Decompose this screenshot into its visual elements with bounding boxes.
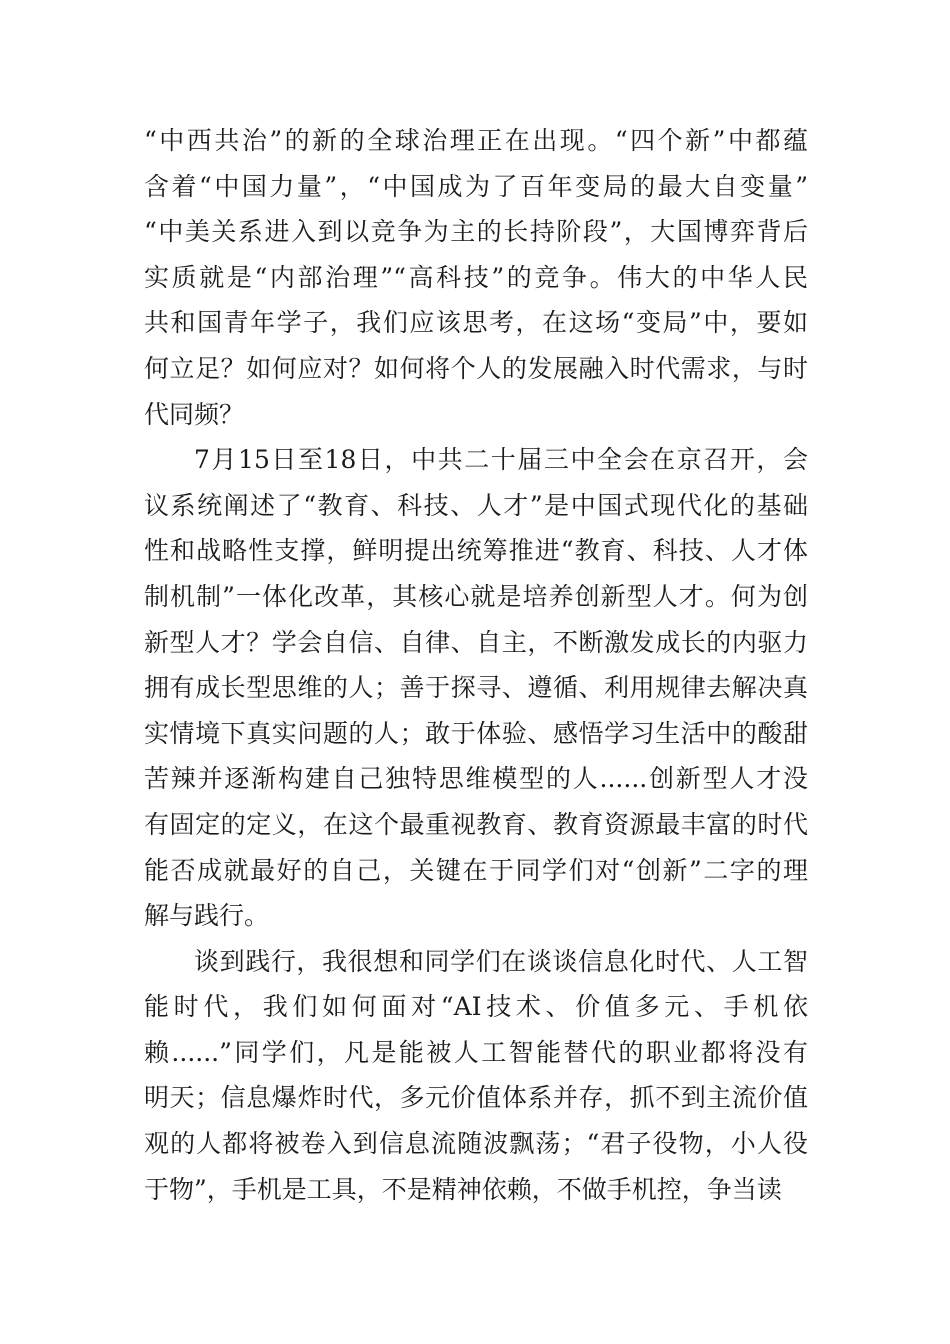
text-line: 赖......”同学们，凡是能被人工智能替代的职业都将没有 bbox=[144, 1037, 808, 1067]
text-line: “中美关系进入到以竞争为主的长持阶段”，大国博弈背后 bbox=[144, 217, 808, 247]
text-line: 性和战略性支撑，鲜明提出统筹推进“教育、科技、人才体 bbox=[144, 536, 808, 566]
text-line: “中西共治”的新的全球治理正在出现。“四个新”中都蕴 bbox=[144, 126, 809, 155]
text-line: 新型人才？学会自信、自律、自主，不断激发成长的内驱力 bbox=[144, 627, 808, 657]
text-line: 能时代，我们如何面对“AI技术、价值多元、手机依 bbox=[144, 992, 808, 1022]
text-line: 能否成就最好的自己，关键在于同学们对“创新”二字的理 bbox=[144, 855, 808, 885]
text-line: 实情境下真实问题的人；敢于体验、感悟学习生活中的酸甜 bbox=[144, 718, 808, 748]
text-line: 拥有成长型思维的人；善于探寻、遵循、利用规律去解决真 bbox=[144, 673, 808, 703]
document-body bbox=[144, 118, 808, 1212]
text-line: 代同频？ bbox=[144, 399, 245, 429]
text-line: 何立足？如何应对？如何将个人的发展融入时代需求，与时 bbox=[144, 353, 808, 383]
text-line: 议系统阐述了“教育、科技、人才”是中国式现代化的基础 bbox=[144, 490, 808, 520]
text-line: 解与践行。 bbox=[144, 901, 270, 931]
text-line: 7月15日至18日，中共二十届三中全会在京召开，会 bbox=[194, 445, 808, 475]
text-line: 含着“中国力量”，“中国成为了百年变局的最大自变量” bbox=[144, 171, 808, 201]
text-line: 明天；信息爆炸时代，多元价值体系并存，抓不到主流价值 bbox=[144, 1083, 808, 1113]
text-line: 制机制”一体化改革，其核心就是培养创新型人才。何为创 bbox=[144, 581, 808, 611]
text-line: 苦辣并逐渐构建自己独特思维模型的人......创新型人才没 bbox=[144, 764, 808, 794]
paragraph bbox=[144, 118, 808, 437]
paragraph bbox=[144, 939, 808, 1213]
text-line: 观的人都将被卷入到信息流随波飘荡；“君子役物，小人役 bbox=[144, 1129, 808, 1159]
text-line: 共和国青年学子，我们应该思考，在这场“变局”中，要如 bbox=[144, 308, 808, 338]
text-line: 谈到践行，我很想和同学们在谈谈信息化时代、人工智 bbox=[194, 946, 808, 976]
text-line: 有固定的定义，在这个最重视教育、教育资源最丰富的时代 bbox=[144, 809, 808, 839]
text-line: 于物”，手机是工具，不是精神依赖，不做手机控，争当读 bbox=[144, 1174, 782, 1204]
text-line: 实质就是“内部治理”“高科技”的竞争。伟大的中华人民 bbox=[144, 262, 808, 292]
paragraph bbox=[144, 437, 808, 939]
